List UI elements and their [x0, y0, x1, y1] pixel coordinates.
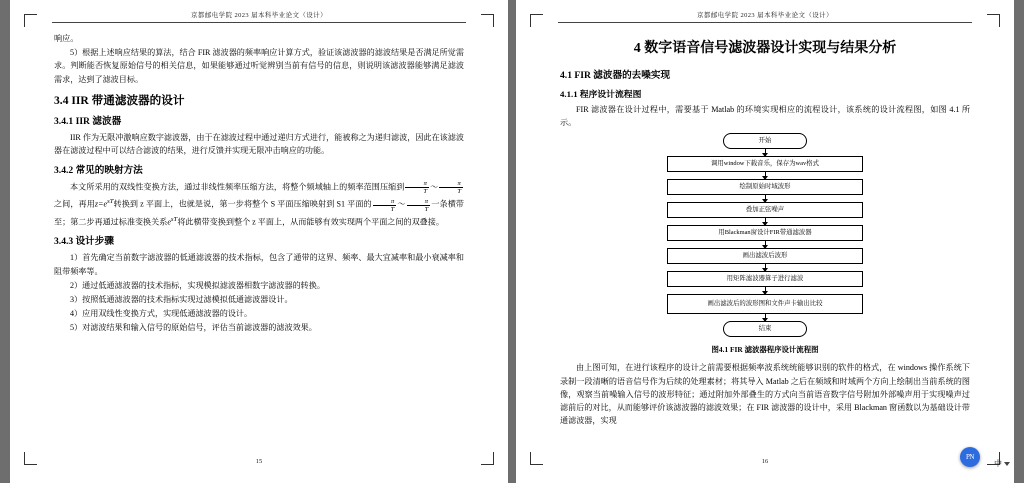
page-content-right [560, 37, 970, 427]
flow-step: 绘制原始时域波形 [667, 179, 863, 195]
formula-text-after: 将此横带变换到整个 z 平面上，从而能够有效实现两个平面之间的双叠接。 [177, 217, 444, 227]
ime-indicator[interactable] [994, 458, 1010, 469]
flow-arrow [765, 314, 766, 321]
flow-step: 画出滤波后波形 [667, 248, 863, 264]
z-expression: z=e [94, 199, 108, 209]
formula-mid-1: ～ [430, 182, 439, 192]
formula-mid-2: 之间，再用 [54, 199, 95, 209]
page-content-left [54, 32, 464, 335]
document-page-right[interactable] [516, 0, 1014, 483]
section-heading: 3.4 IIR 带通滤波器的设计 [54, 93, 185, 107]
formula-text-before: 本文所采用的双线性变换方法，通过非线性频率压缩方法，将整个频域轴上的频率范围压缩到 [70, 182, 405, 192]
paragraph: 2）通过低通滤波器的技术指标，实现模拟滤波器相数字滤波器的转换。 [70, 280, 325, 290]
fraction-1: $\frac{\pi}{T}$ [405, 180, 429, 195]
subsection-heading: 3.4.3 设计步骤 [54, 236, 114, 248]
paragraph: 响应。 [54, 34, 79, 43]
flow-step: 叠加正弦噪声 [667, 202, 863, 218]
subsection-heading: 3.4.2 常见的映射方法 [54, 165, 143, 177]
page-number-right: 16 [761, 458, 769, 465]
document-page-left[interactable] [10, 0, 508, 483]
fraction-4: $\frac{\pi}{T}$ [407, 198, 431, 213]
page-number-left: 15 [255, 458, 263, 465]
flow-arrow [765, 218, 766, 225]
fraction-3: $\frac{\pi}{T}$ [373, 198, 397, 213]
paragraph: IIR 作为无限冲激响应数字滤波器，由于在滤波过程中通过递归方式进行，能被称之为递归滤波，因此在该滤波器在滤波过程中可以结合滤波的结果，进行反馈并实现无限冲击响应的功能。 [54, 132, 464, 156]
z2-expression: e [167, 217, 171, 227]
flow-end: 结束 [723, 321, 807, 337]
paragraph: 1）首先确定当前数字滤波器的低通滤波器的技术指标，包含了通带的这界、频率、最大宜减率和最小衰减率和阻带频率等。 [54, 253, 464, 276]
flowchart [635, 133, 895, 337]
flow-step: 画出滤波后的波形图和文件声卡输出比较 [667, 294, 863, 314]
page-header-left: 京都邮电学院 2023 届本科毕业论文（设计） [52, 10, 466, 23]
ime-language-label: 中 [994, 459, 1002, 468]
formula-mid-3: 转换到 z 平面上，也就是说，第一步将整个 S 平面压缩映射到 S1 平面的 [113, 199, 372, 209]
flow-arrow [765, 195, 766, 202]
formula-mid-4: ～ [397, 199, 406, 209]
paragraph: 5）根据上述响应结果的算法，结合 FIR 滤波器的频率响应计算方式，验证该滤波器的滤波结果是否满足所觉需求。判断能否恢复原始信号的相关信息，如果能够通过听觉辨别当前有信号的信息，则说明该滤波器能够满足滤波需求，达到了滤波目标。 [54, 48, 464, 84]
flow-arrow [765, 149, 766, 156]
z-superscript: sT [107, 198, 114, 206]
paragraph: 4）应用双线性变换方式，实现低通滤波器的设计。 [70, 309, 253, 319]
subsection-heading: 3.4.1 IIR 滤波器 [54, 115, 122, 127]
flow-step: 调用window下载音乐，保存为wav格式 [667, 156, 863, 172]
formula-mid-5: 一条横带至；第二步再通过标准变换关系 [54, 199, 464, 227]
chevron-down-icon[interactable] [1004, 462, 1010, 466]
z2-superscript: sT [170, 215, 178, 223]
chapter-title: 4 数字语音信号滤波器设计实现与结果分析 [633, 41, 897, 56]
subsection-heading: 4.1.1 程序设计流程图 [560, 89, 642, 99]
pin-button[interactable]: PN [960, 447, 980, 467]
section-heading: 4.1 FIR 滤波器的去噪实现 [560, 70, 671, 81]
paragraph: 3）按照低通滤波器的技术指标实现过滤模拟低通滤波器设计。 [70, 295, 293, 305]
flow-arrow [765, 287, 766, 294]
flow-step: 用矩阵滤波器算子进行滤波 [667, 271, 863, 287]
paragraph: FIR 滤波器在设计过程中，需要基于 Matlab 的环境实现相应的流程设计，该系统的设计流程图，如图 4.1 所示。 [560, 105, 970, 128]
page-header-right: 京都邮电学院 2023 届本科毕业论文（设计） [558, 10, 972, 23]
fraction-2: $\frac{\pi}{T}$ [439, 180, 463, 195]
flow-step: 用Blackman窗设计FIR带通滤波器 [667, 225, 863, 241]
flow-start: 开始 [723, 133, 807, 149]
figure-caption: 图4.1 FIR 滤波器程序设计流程图 [711, 345, 819, 355]
paragraph: 由上图可知，在进行该程序的设计之前需要根据频率波系统统能够识别的软件的格式，在 windows 操作系统下录制一段清晰的语音信号作为后续的处理素材；将其导入 Matlab 之后在频域和时域两个方向上绘制出当前系统的图像，观察当前噪输入信号的波形特征；通过附加外部叠生的方式向当前语音数字信号附加外部噪声用于实现噪声过滤前后的对比，从而能够评价该滤波器的滤波效果；在 FIR 滤波器的设计中，采用 Blackman 窗函数以为基础设计带通滤波器，实现 [560, 363, 970, 426]
paragraph: 5）对滤波结果和输入信号的原始信号，评估当前滤波器的滤波效果。 [70, 323, 317, 333]
flow-arrow [765, 241, 766, 248]
flow-arrow [765, 172, 766, 179]
paragraph-with-formula [54, 180, 464, 228]
flow-arrow [765, 264, 766, 271]
